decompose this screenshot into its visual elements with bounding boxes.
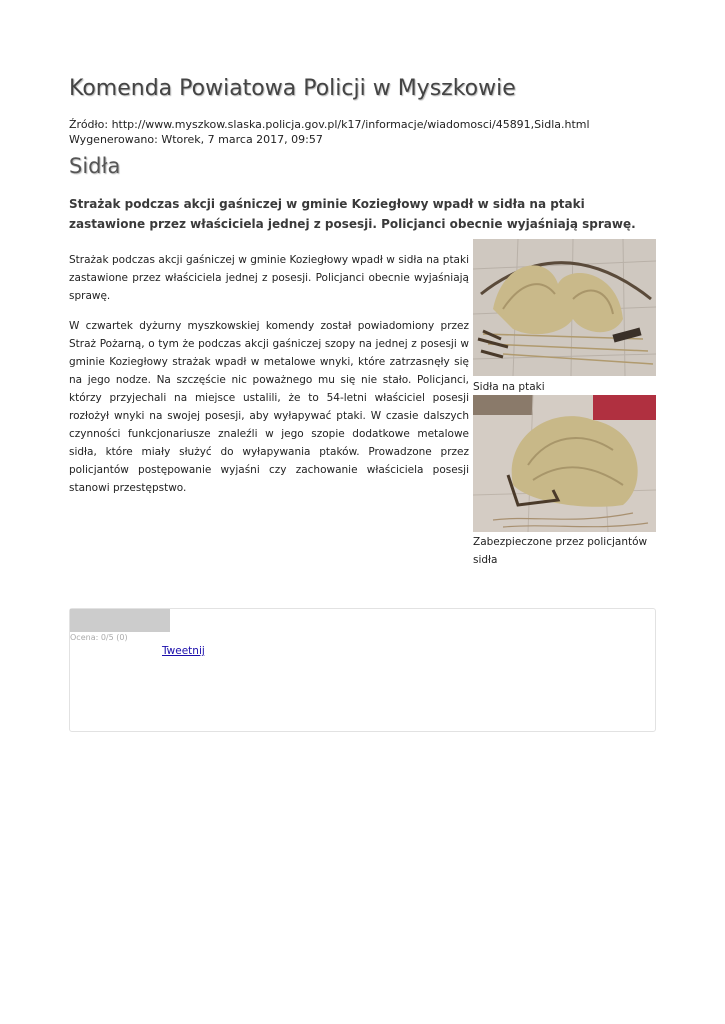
article-paragraph: Strażak podczas akcji gaśniczej w gminie Koziegłowy wpadł w sidła na ptaki zastawione przez właściciela jednej z posesji. Policjanci obecnie wyjaśniają sprawę. — [69, 254, 469, 302]
article-paragraph: W czwartek dyżurny myszkowskiej komendy został powiadomiony przez Straż Pożarną, o tym że podczas akcji gaśniczej szopy na jednej z posesji w gminie Koziegłowy strażak wpadł w metalowe wnyki, które zatrzasnęły się na jego nodze. Na szczęście nic poważnego mu się nie stało. Policjanci, którzy przyjechali na miejsce ustalili, że to 54-letni właściciel posesji rozłożył wnyki na swojej posesji, aby wyłapywać ptaki. W czasie dalszych czynności funkcjonariusze znaleźli w jego szopie dodatkowe metalowe sidła, które miały służyć do wyłapywania ptaków. Prowadzone przez policjantów postępowanie wyjaśni czy zachowanie właściciela posesji stanowi przestępstwo. — [69, 320, 469, 494]
rating-share-box — [69, 608, 656, 732]
article-body — [69, 251, 469, 509]
rating-stars[interactable] — [70, 609, 170, 632]
generated-line: Wygenerowano: Wtorek, 7 marca 2017, 09:57 — [69, 133, 323, 146]
snare-photo — [473, 239, 656, 376]
site-title: Komenda Powiatowa Policji w Myszkowie — [69, 76, 516, 101]
image-caption: Zabezpieczone przez policjantów sidła — [473, 536, 648, 566]
article-title: Sidła — [69, 154, 121, 178]
image-caption: Sidła na ptaki — [473, 381, 545, 393]
seized-snares-photo — [473, 395, 656, 532]
article-lead: Strażak podczas akcji gaśniczej w gminie Koziegłowy wpadł w sidła na ptaki zastawione przez właściciela jednej z posesji. Policjanci obecnie wyjaśniają sprawę. — [69, 197, 636, 231]
document-meta — [69, 117, 590, 147]
source-line: Źródło: http://www.myszkow.slaska.policja.gov.pl/k17/informacje/wiadomosci/45891,Sidla.html — [69, 118, 590, 131]
rating-text: Ocena: 0/5 (0) — [70, 633, 128, 642]
tweet-link[interactable]: Tweetnij — [162, 645, 205, 657]
